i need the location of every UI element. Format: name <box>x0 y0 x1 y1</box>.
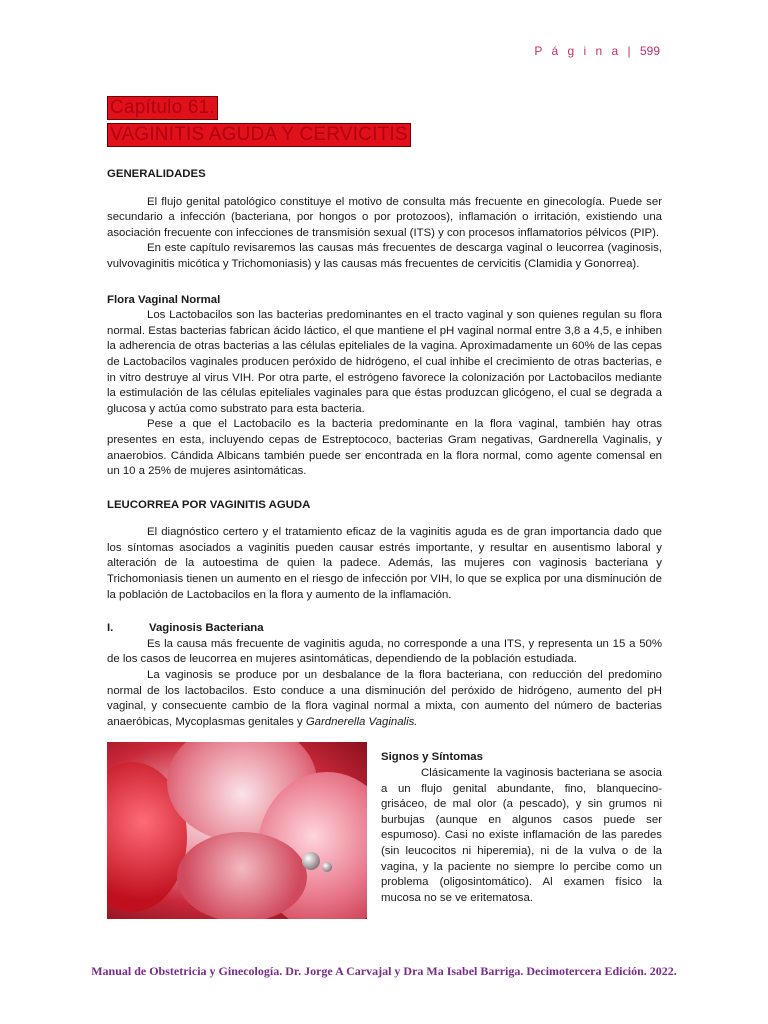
subsection-title: Vaginosis Bacteriana <box>149 622 264 635</box>
subsection-heading-vaginosis <box>107 621 662 637</box>
section-heading-leucorrea: LEUCORREA POR VAGINITIS AGUDA <box>107 498 311 511</box>
chapter-number: Capítulo 61. <box>107 96 218 120</box>
paragraph: El diagnóstico certero y el tratamiento eficaz de la vaginitis aguda es de gran importancia dado que los síntomas asociados a vaginitis pueden causar estrés importante, y resultar en ausentismo laboral y alteración de la autoestima de quien la padece. Además, las mujeres con vaginosis bacteriana y Trichomoniasis tienen un aumento en el riesgo de infección por VIH, lo que se explica por una disminución de la población de Lactobacilos en la flora y aumento de la inflamación. <box>107 526 662 601</box>
page-number: 599 <box>639 44 660 58</box>
paragraph <box>107 668 662 730</box>
section-heading-flora: Flora Vaginal Normal <box>107 293 221 306</box>
document-body <box>107 96 662 919</box>
roman-numeral: I. <box>107 622 114 635</box>
page-footer: Manual de Obstetricia y Ginecología. Dr. Jorge A Carvajal y Dra Ma Isabel Barriga. Decimotercera Edición. 2022. <box>91 964 677 978</box>
signos-sintomas-block <box>381 750 662 919</box>
page-separator: | <box>627 44 634 58</box>
paragraph: El flujo genital patológico constituye el motivo de consulta más frecuente en ginecología. Puede ser secundario a infección (bacteriana, por hongos o por protozoos), inflamación o irritación, existiendo una asociación frecuente con infecciones de transmisión sexual (ITS) y con procesos inflamatorios pélvicos (PIP). <box>107 195 662 239</box>
subsection-heading-signos: Signos y Síntomas <box>381 751 483 764</box>
section-heading-generalidades: GENERALIDADES <box>107 168 206 180</box>
chapter-title: VAGINITIS AGUDA Y CERVICITIS <box>107 123 411 147</box>
clinical-photo <box>107 742 367 919</box>
paragraph-text: La vaginosis se produce por un desbalance de la flora bacteriana, con reducción del predomino normal de los lactobacilos. Esto conduce a una disminución del peróxido de hidrógeno, aumento del pH vaginal, y consecuente cambio de la flora vaginal normal a mixta, con aumento del número de bacterias anaeróbicas, Mycoplasmas genitales y <box>107 669 662 728</box>
chapter-title-block <box>107 96 662 147</box>
italic-term: Gardnerella Vaginalis. <box>305 715 418 728</box>
paragraph: Es la causa más frecuente de vaginitis aguda, no corresponde a una ITS, y representa un 15 a 50% de los casos de leucorrea en mujeres asintomáticas, dependiendo de la población estudiada. <box>107 637 662 666</box>
paragraph: Clásicamente la vaginosis bacteriana se asocia a un flujo genital abundante, fino, blanquecino-grisáceo, de mal olor (a pescado), y sin grumos ni burbujas (aunque en algunos casos puede ser espumoso). Casi no existe inflamación de las paredes (sin leucocitos ni hiperemia), ni de la vulva o de la vagina, y la paciente no siempre lo percibe como un problema (oligosintomático). Al examen físico la mucosa no se ve eritematosa. <box>381 767 662 904</box>
paragraph: Pese a que el Lactobacilo es la bacteria predominante en la flora vaginal, también hay otras presentes en esta, incluyendo cepas de Estreptococo, bacterias Gram negativas, Gardnerella Vaginalis, y anaerobios. Cándida Albicans también puede ser encontrada en la flora normal, como agente comensal en un 10 a 25% de mujeres asintomáticas. <box>107 418 662 478</box>
figure-row <box>107 742 662 919</box>
paragraph: Los Lactobacilos son las bacterias predominantes en el tracto vaginal y son quienes regulan su flora normal. Estas bacterias fabrican ácido láctico, el que mantiene el pH vaginal normal entre 3,8 a 4,5, e inhiben la adherencia de otras bacterias a las células epiteliales de la vagina. Aproximadamente un 60% de las cepas de Lactobacilos vaginales producen peróxido de hidrógeno, el cual inhibe el crecimiento de otras bacterias, e in vitro destruye al virus VIH. Por otra parte, el estrógeno favorece la colonización por Lactobacilos mediante la estimulación de las células epiteliales vaginales para que éstas produzcan glicógeno, el cual se degrada a glucosa y actúa como substrato para esta bacteria. <box>107 309 662 415</box>
page-header <box>534 44 660 58</box>
paragraph: En este capítulo revisaremos las causas más frecuentes de descarga vaginal o leucorrea (vaginosis, vulvovaginitis micótica y Trichomoniasis) y las causas más frecuentes de cervicitis (Clamidia y Gonorrea). <box>107 242 662 270</box>
page-label: P á g i n a <box>534 44 622 58</box>
